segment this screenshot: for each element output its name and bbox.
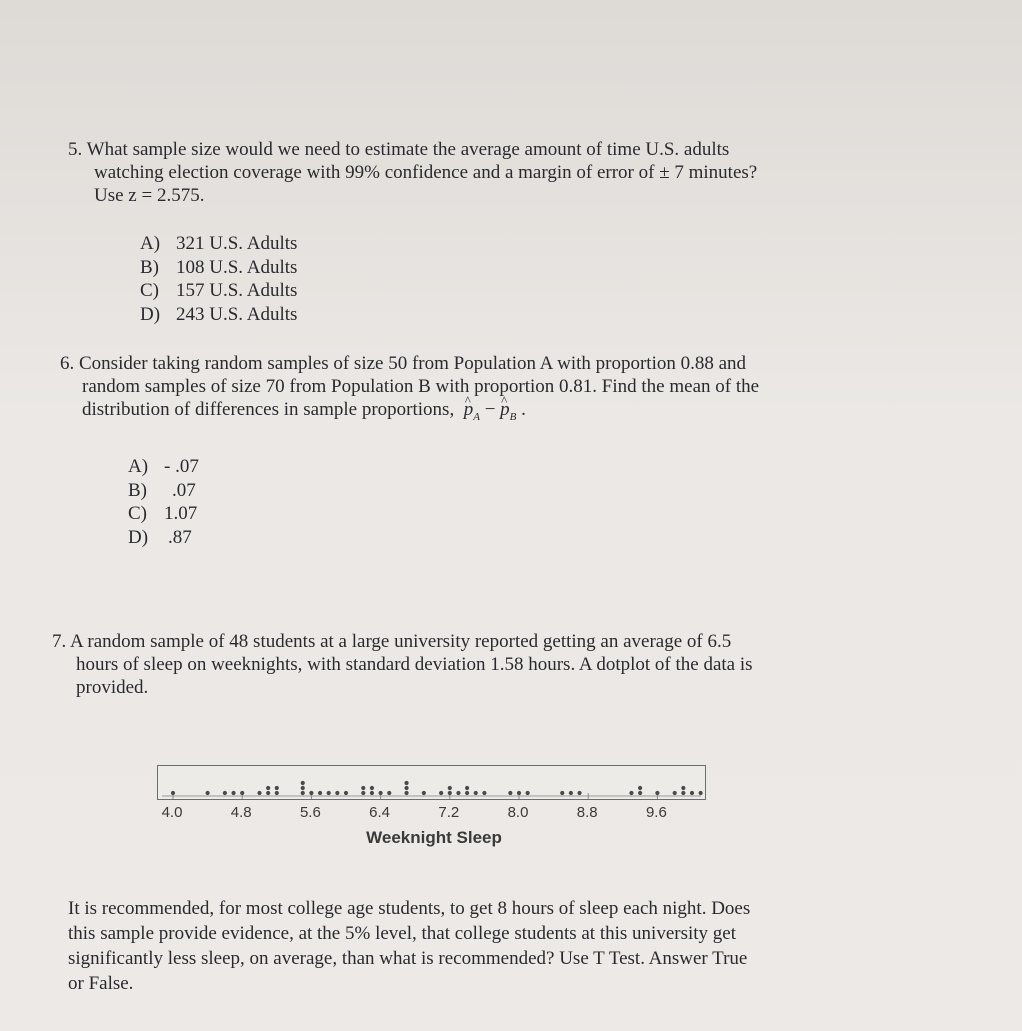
dotplot-point [266, 786, 270, 790]
dotplot-point [526, 791, 530, 795]
q6-line1 [60, 352, 759, 375]
q7-line1 [52, 630, 753, 653]
tick-label: 7.2 [438, 804, 460, 821]
dotplot-point [690, 791, 694, 795]
tick-label: 4.0 [161, 804, 183, 821]
dotplot-point [699, 791, 703, 795]
option-text: .07 [172, 479, 196, 501]
dotplot-point [422, 791, 426, 795]
q5-line1-text: What sample size would we need to estimate the average amount of time U.S. adults [86, 139, 730, 160]
option-letter: B) [140, 256, 159, 278]
question-5 [68, 138, 757, 207]
option-text: 1.07 [164, 503, 198, 524]
dotplot-point [655, 791, 659, 795]
dotplot-point [266, 791, 270, 795]
dotplot-point [240, 791, 244, 795]
dotplot-point [275, 786, 279, 790]
option-letter: C) [140, 280, 159, 301]
p-hat-a [464, 398, 480, 429]
option-text: 157 U.S. Adults [176, 280, 298, 301]
dotplot-point [465, 786, 469, 790]
dotplot-point [344, 791, 348, 795]
dotplot-point [318, 791, 322, 795]
q6-option-b[interactable] [128, 479, 199, 503]
dotplot-point [448, 791, 452, 795]
p-hat-b [500, 398, 516, 429]
dotplot-point [404, 791, 408, 795]
q6-option-a[interactable] [128, 455, 199, 479]
q6-line3-text: distribution of differences in sample proportions, [82, 399, 455, 420]
dotplot-point [370, 786, 374, 790]
q5-line1 [68, 138, 757, 161]
dotplot-point [681, 786, 685, 790]
dotplot-point [482, 791, 486, 795]
dotplot-point [171, 791, 175, 795]
subscript-b: B [509, 410, 517, 423]
q7-line1-text: A random sample of 48 students at a large university reported getting an average of 6.5 [69, 631, 732, 652]
dotplot-point [629, 791, 633, 795]
dotplot [158, 766, 705, 799]
option-letter: D) [128, 526, 149, 548]
followup-line2: this sample provide evidence, at the 5% level, that college students at this university get [68, 923, 736, 944]
question-7-followup [68, 896, 750, 996]
q7-line3: provided. [76, 677, 149, 698]
q5-option-d[interactable] [140, 303, 297, 327]
dotplot-point [223, 791, 227, 795]
q6-number: 6. [60, 353, 75, 374]
p-symbol: p [463, 399, 474, 420]
q5-line2: watching election coverage with 99% confidence and a margin of error of ± 7 minutes? [94, 162, 758, 183]
dotplot-axis-title: Weeknight Sleep [366, 828, 502, 847]
tick-label: 8.8 [576, 804, 598, 821]
option-letter: C) [128, 503, 147, 524]
option-text: 108 U.S. Adults [176, 256, 298, 278]
dotplot-frame [157, 765, 706, 800]
dotplot-point [301, 786, 305, 790]
dotplot-point [361, 786, 365, 790]
q5-number: 5. [68, 139, 83, 160]
question-6 [60, 352, 759, 429]
option-letter: A) [128, 456, 149, 477]
tick-label: 9.6 [645, 804, 667, 821]
option-letter: D) [140, 303, 161, 325]
q7-number: 7. [52, 631, 67, 652]
q5-line3: Use z = 2.575. [94, 185, 205, 206]
dotplot-point [404, 781, 408, 785]
dotplot-point [370, 791, 374, 795]
option-text: 243 U.S. Adults [176, 303, 298, 325]
tick-label: 4.8 [230, 804, 252, 821]
dotplot-point [448, 786, 452, 790]
dotplot-point [301, 791, 305, 795]
tick-label: 5.6 [299, 804, 321, 821]
q6-line1-text: Consider taking random samples of size 50 from Population A with proportion 0.88 and [79, 353, 747, 374]
option-letter: B) [128, 479, 147, 501]
dotplot-point [638, 791, 642, 795]
dotplot-point [387, 791, 391, 795]
dotplot-point [577, 791, 581, 795]
tick-label: 8.0 [507, 804, 529, 821]
q6-option-d[interactable] [128, 526, 199, 550]
dotplot-point [508, 791, 512, 795]
option-text: .87 [168, 526, 192, 548]
dotplot-point [560, 791, 564, 795]
dotplot-point [257, 791, 261, 795]
q6-line3 [60, 398, 759, 429]
dotplot-point [439, 791, 443, 795]
dotplot-point [681, 791, 685, 795]
dotplot-point [673, 791, 677, 795]
q6-options [128, 455, 199, 549]
minus-sign: − [479, 399, 501, 420]
dotplot-point [327, 791, 331, 795]
dotplot-point [275, 791, 279, 795]
followup-line3: significantly less sleep, on average, than what is recommended? Use T Test. Answer True [68, 948, 748, 969]
q5-options [140, 232, 297, 326]
q7-line2: hours of sleep on weeknights, with standard deviation 1.58 hours. A dotplot of the data is [76, 654, 753, 675]
q6-line2: random samples of size 70 from Population B with proportion 0.81. Find the mean of the [82, 376, 760, 397]
dotplot-point [404, 786, 408, 790]
tick-label: 6.4 [369, 804, 391, 821]
dotplot-point [335, 791, 339, 795]
dotplot-point [206, 791, 210, 795]
dotplot-point [309, 791, 313, 795]
q5-option-c[interactable] [140, 279, 297, 303]
dotplot-point [474, 791, 478, 795]
dotplot-point [638, 786, 642, 790]
q6-option-c[interactable] [128, 502, 199, 526]
dotplot-point [569, 791, 573, 795]
option-text: - .07 [164, 456, 199, 477]
dotplot-point [361, 791, 365, 795]
q5-option-b[interactable] [140, 256, 297, 280]
subscript-a: A [473, 410, 480, 423]
dotplot-axis-labels [0, 804, 1022, 828]
dotplot-point [379, 791, 383, 795]
dotplot-point [231, 791, 235, 795]
formula-end: . [516, 399, 526, 420]
dotplot-point [517, 791, 521, 795]
option-letter: A) [140, 233, 161, 254]
followup-line4: or False. [68, 973, 134, 994]
dotplot-point [301, 781, 305, 785]
dotplot-point [465, 791, 469, 795]
dotplot-point [456, 791, 460, 795]
option-text: 321 U.S. Adults [176, 233, 298, 254]
p-symbol: p [500, 399, 510, 420]
q5-option-a[interactable] [140, 232, 297, 256]
question-7 [52, 630, 753, 699]
followup-line1: It is recommended, for most college age students, to get 8 hours of sleep each night. Does [68, 898, 751, 919]
